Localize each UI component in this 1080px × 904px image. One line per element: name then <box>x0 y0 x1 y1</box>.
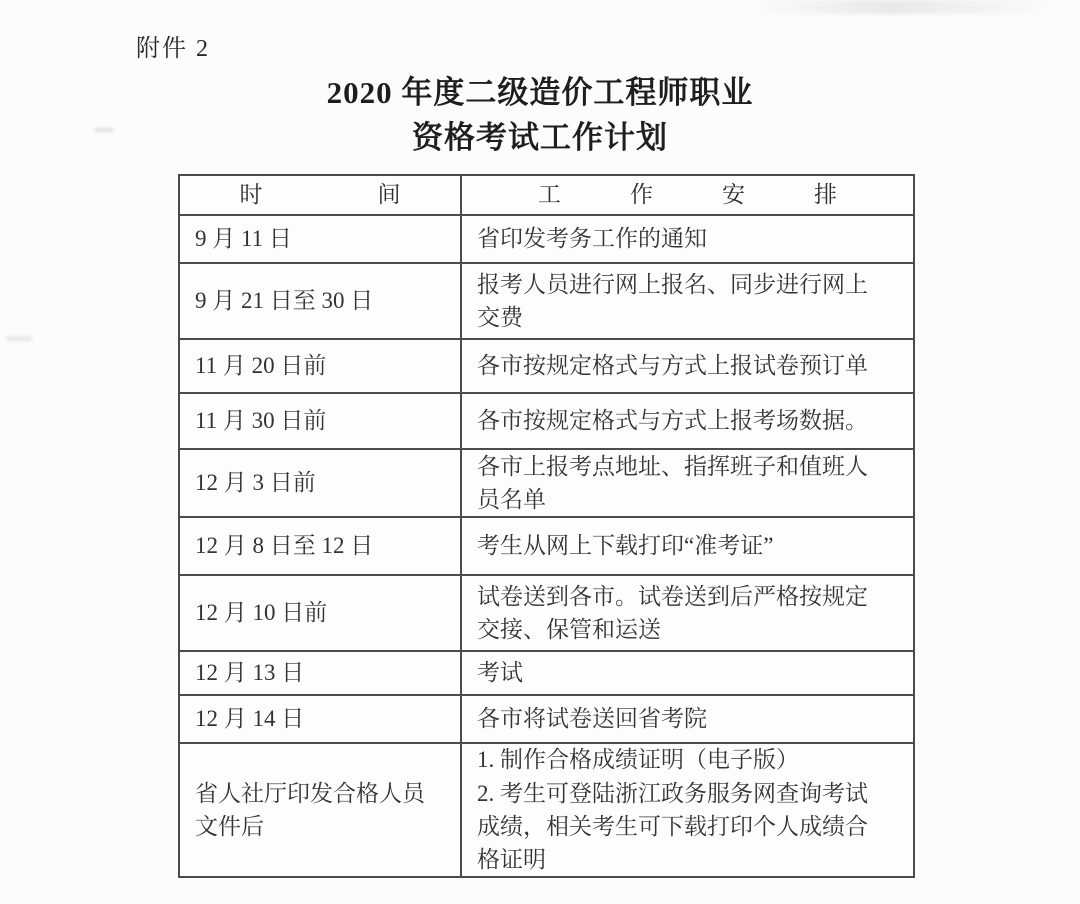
document-title-line2: 资格考试工作计划 <box>412 120 668 155</box>
work-cell: 报考人员进行网上报名、同步进行网上交费 <box>477 271 868 330</box>
work-item-1: 1. 制作合格成绩证明（电子版） <box>477 747 799 773</box>
work-cell: 各市上报考点地址、指挥班子和值班人员名单 <box>477 453 868 512</box>
document-title-line1: 2020 年度二级造价工程师职业 <box>326 75 754 110</box>
work-cell: 考生从网上下载打印“准考证” <box>477 533 774 559</box>
table-row <box>180 574 913 650</box>
table-row <box>180 650 913 694</box>
time-cell: 12 月 10 日前 <box>180 576 462 650</box>
time-cell: 12 月 14 日 <box>180 696 462 742</box>
time-cell: 12 月 3 日前 <box>180 450 462 516</box>
table-header-row <box>180 176 913 214</box>
document-title <box>0 70 1080 160</box>
table-row <box>180 448 913 516</box>
time-cell: 12 月 13 日 <box>180 652 462 694</box>
work-cell: 省印发考务工作的通知 <box>477 226 707 252</box>
header-cell-work: 工 作 安 排 <box>538 182 837 208</box>
table-row <box>180 338 913 392</box>
table-row <box>180 392 913 448</box>
attachment-label: 附件 2 <box>136 36 210 62</box>
work-cell: 试卷送到各市。试卷送到后严格按规定交接、保管和运送 <box>477 583 868 642</box>
work-cell: 各市按规定格式与方式上报考场数据。 <box>477 408 868 434</box>
work-cell: 各市将试卷送回省考院 <box>477 706 707 732</box>
time-cell: 11 月 30 日前 <box>180 394 462 448</box>
header-cell-time: 时 间 <box>180 176 462 214</box>
work-cell: 考试 <box>477 660 523 686</box>
table-row <box>180 742 913 876</box>
schedule-table <box>178 174 915 878</box>
work-item-2: 2. 考生可登陆浙江政务服务网查询考试成绩，相关考生可下载打印个人成绩合格证明 <box>477 780 868 873</box>
work-cell <box>462 744 913 876</box>
work-cell: 各市按规定格式与方式上报试卷预订单 <box>477 353 868 379</box>
time-cell: 12 月 8 日至 12 日 <box>180 518 462 574</box>
time-cell: 省人社厅印发合格人员文件后 <box>180 744 462 876</box>
scan-artifact <box>6 336 32 341</box>
scan-artifact <box>750 0 1060 14</box>
time-cell: 11 月 20 日前 <box>180 340 462 392</box>
table-row <box>180 214 913 262</box>
table-row <box>180 516 913 574</box>
time-cell: 9 月 21 日至 30 日 <box>180 264 462 338</box>
time-cell: 9 月 11 日 <box>180 216 462 262</box>
table-row <box>180 694 913 742</box>
table-row <box>180 262 913 338</box>
